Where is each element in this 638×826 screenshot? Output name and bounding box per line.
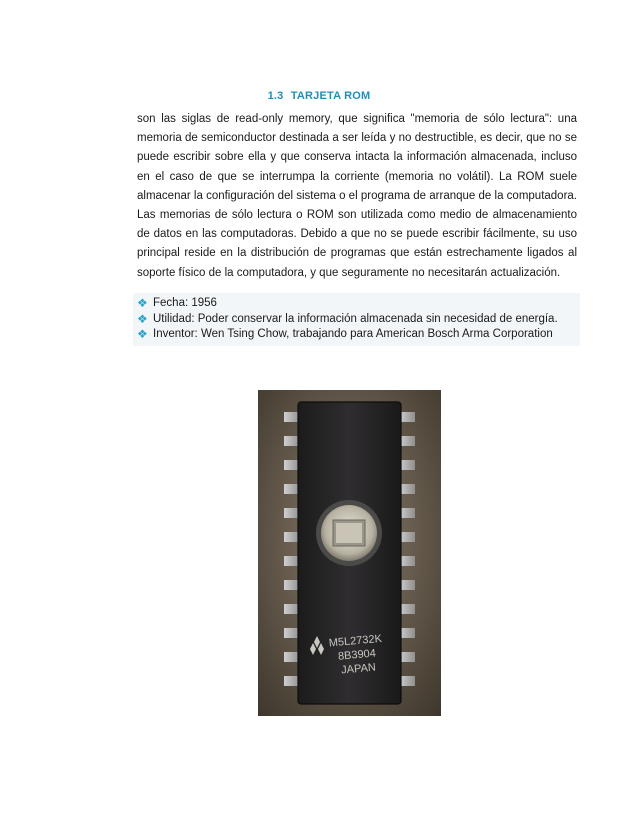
eprom-chip-photo	[258, 390, 441, 716]
chip-part-number: M5L2732K	[328, 632, 383, 650]
bullet-text: Utilidad: Poder conservar la información almacenada sin necesidad de energía.	[153, 312, 558, 325]
chip-origin: JAPAN	[340, 661, 377, 677]
section-number: 1.3	[267, 90, 284, 102]
diamond-bullet-icon: ❖	[137, 296, 148, 310]
section-heading	[0, 90, 638, 102]
bullet-text: Fecha: 1956	[153, 297, 217, 309]
body-paragraph: son las siglas de read-only memory, que significa "memoria de sólo lectura": una memoria de semiconductor destinada a ser leída y no destructible, es decir, que no se puede escribir sobre ella y que conserva intacta la información almacenada, incluso en el caso de que se interrumpa la corriente (memoria no volátil). La ROM suele almacenar la configuración del sistema o el programa de arranque de la computadora. Las memorias de sólo lectura o ROM son utilizada como medio de almacenamiento de datos en las computadoras. Debido a que no se puede escribir fácilmente, su uso principal reside en la distribución de programas que están estrechamente ligados al soporte físico de la computadora, y que seguramente no necesitarán actualización.	[137, 113, 577, 279]
chip-lot-code: 8B3904	[337, 647, 377, 663]
list-item	[133, 296, 580, 312]
diamond-bullet-icon: ❖	[137, 327, 148, 341]
list-item	[133, 327, 580, 343]
list-item	[133, 312, 580, 328]
bullet-list	[133, 293, 580, 346]
bullet-text: Inventor: Wen Tsing Chow, trabajando para American Bosch Arma Corporation	[153, 328, 553, 340]
diamond-bullet-icon: ❖	[137, 311, 148, 326]
section-title: TARJETA ROM	[290, 90, 371, 102]
